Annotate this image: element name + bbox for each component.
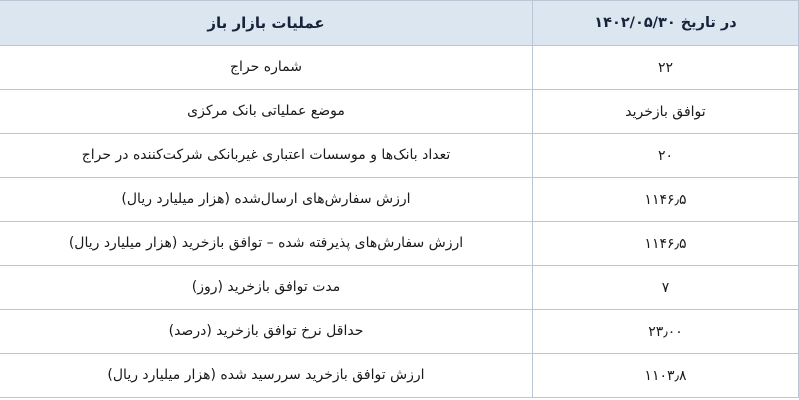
table-row — [0, 266, 799, 310]
row-value: ۲۳٫۰۰ — [533, 310, 799, 354]
row-label: ارزش سفارش‌های پذیرفته شده – توافق بازخرید (هزار میلیارد ریال) — [0, 222, 533, 266]
table-row — [0, 310, 799, 354]
row-value: ۱۱۴۶٫۵ — [533, 178, 799, 222]
table-header — [0, 1, 799, 46]
table-row — [0, 178, 799, 222]
row-value: ۲۲ — [533, 46, 799, 90]
table-body — [0, 46, 799, 398]
row-label: تعداد بانک‌ها و موسسات اعتباری غیربانکی شرکت‌کننده در حراج — [0, 134, 533, 178]
row-value: ۱۱۴۶٫۵ — [533, 222, 799, 266]
row-value: ۷ — [533, 266, 799, 310]
row-label: موضع عملیاتی بانک مرکزی — [0, 90, 533, 134]
table-row — [0, 46, 799, 90]
row-label: مدت توافق بازخرید (روز) — [0, 266, 533, 310]
table-row — [0, 354, 799, 398]
table-row — [0, 134, 799, 178]
table-row — [0, 222, 799, 266]
row-label: حداقل نرخ توافق بازخرید (درصد) — [0, 310, 533, 354]
row-label: شماره حراج — [0, 46, 533, 90]
row-value: ۲۰ — [533, 134, 799, 178]
row-value: ۱۱۰۳٫۸ — [533, 354, 799, 398]
table-row — [0, 90, 799, 134]
row-label: ارزش سفارش‌های ارسال‌شده (هزار میلیارد ریال) — [0, 178, 533, 222]
table-header-row — [0, 1, 799, 46]
row-value: توافق بازخرید — [533, 90, 799, 134]
column-header-date: در تاریخ ۱۴۰۲/۰۵/۳۰ — [533, 1, 799, 46]
row-label: ارزش توافق بازخرید سررسید شده (هزار میلیارد ریال) — [0, 354, 533, 398]
column-header-title: عملیات بازار باز — [0, 1, 533, 46]
